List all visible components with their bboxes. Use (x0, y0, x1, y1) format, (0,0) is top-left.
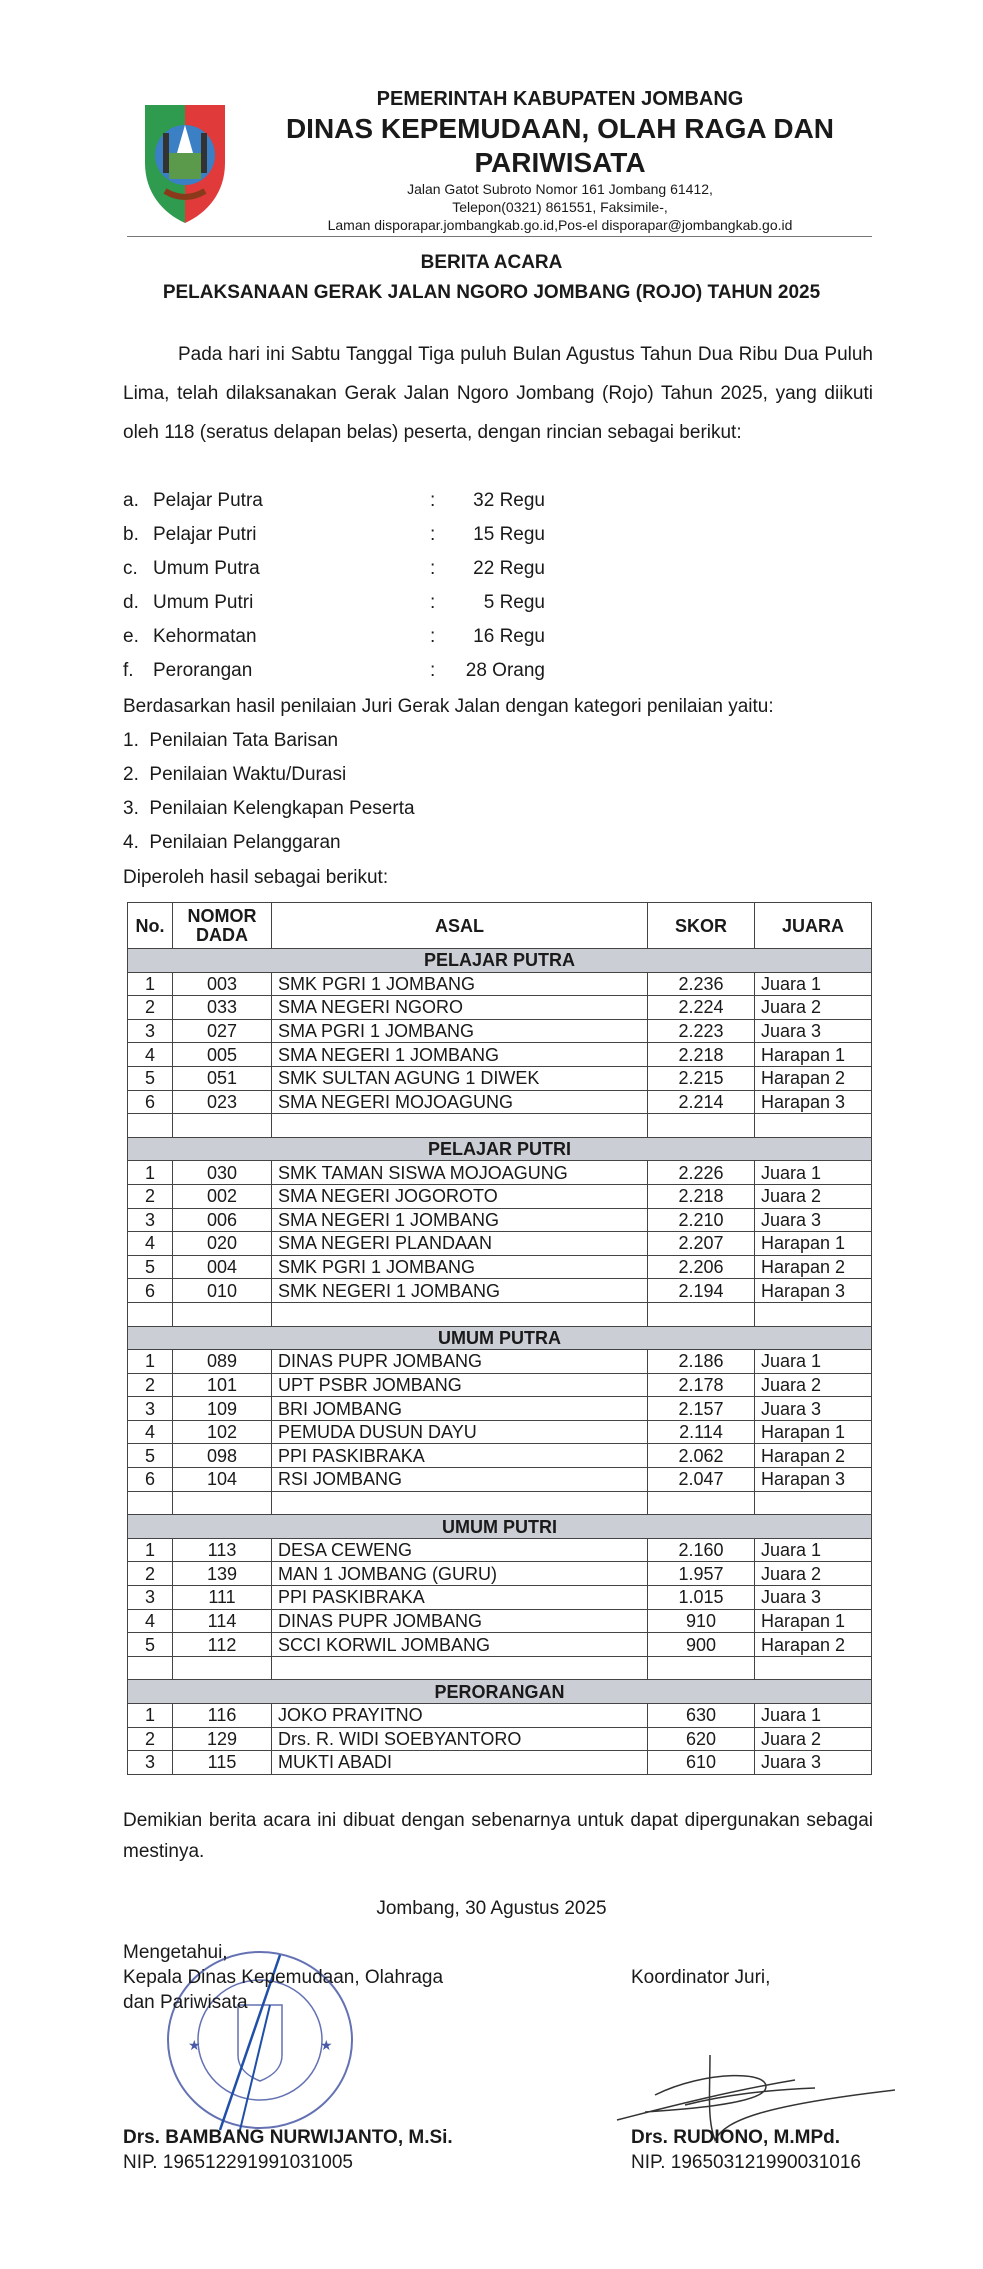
cell-juara: Harapan 2 (755, 1633, 872, 1657)
cell-juara: Juara 2 (755, 1373, 872, 1397)
table-row (128, 1043, 872, 1067)
table-header-row (128, 903, 872, 949)
cell-no: 3 (128, 1751, 173, 1775)
cell-skor: 2.114 (648, 1420, 755, 1444)
cell-asal: SMA PGRI 1 JOMBANG (272, 1019, 648, 1043)
table-row (128, 1208, 872, 1232)
right-signatory-name: Drs. RUDIONO, M.MPd. (631, 2127, 841, 2148)
col-header-no: No. (128, 903, 173, 949)
cell-asal: SMK PGRI 1 JOMBANG (272, 972, 648, 996)
left-signatory-name: Drs. BAMBANG NURWIJANTO, M.Si. (123, 2127, 453, 2148)
cell-no: 1 (128, 1350, 173, 1374)
cell-asal: PEMUDA DUSUN DAYU (272, 1420, 648, 1444)
cell-asal: SCCI KORWIL JOMBANG (272, 1633, 648, 1657)
table-row (128, 1468, 872, 1492)
cell-juara: Juara 2 (755, 1184, 872, 1208)
cell-skor: 2.062 (648, 1444, 755, 1468)
cell-nomor-dada: 010 (173, 1279, 272, 1303)
cell-nomor-dada: 102 (173, 1420, 272, 1444)
cell-skor: 1.957 (648, 1562, 755, 1586)
cell-skor: 2.157 (648, 1397, 755, 1421)
cell-no: 4 (128, 1420, 173, 1444)
blank-row (128, 1302, 872, 1326)
cell-no: 5 (128, 1066, 173, 1090)
cell-asal: PPI PASKIBRAKA (272, 1586, 648, 1610)
table-row (128, 1090, 872, 1114)
table-row (128, 1727, 872, 1751)
cell-no: 2 (128, 1727, 173, 1751)
cell-nomor-dada: 101 (173, 1373, 272, 1397)
cell-skor: 2.047 (648, 1468, 755, 1492)
cell-no: 4 (128, 1609, 173, 1633)
left-signatory (123, 1940, 443, 2015)
agency-name-line2: PARIWISATA (474, 147, 646, 178)
cell-asal: Drs. R. WIDI SOEBYANTORO (272, 1727, 648, 1751)
left-signatory-nip: NIP. 196512291991031005 (123, 2152, 353, 2173)
cell-asal: MAN 1 JOMBANG (GURU) (272, 1562, 648, 1586)
place-date: Jombang, 30 Agustus 2025 (376, 1898, 607, 1919)
cell-skor: 2.160 (648, 1538, 755, 1562)
coat-of-arms-logo (143, 103, 227, 225)
table-row (128, 1704, 872, 1728)
participant-item (123, 558, 683, 592)
cell-no: 2 (128, 1562, 173, 1586)
cell-no: 1 (128, 1538, 173, 1562)
cell-no: 1 (128, 1704, 173, 1728)
cell-juara: Juara 1 (755, 972, 872, 996)
cell-skor: 620 (648, 1727, 755, 1751)
left-signatory-name-block (123, 2125, 453, 2175)
cell-juara: Harapan 2 (755, 1255, 872, 1279)
section-header-row (128, 1137, 872, 1161)
cell-nomor-dada: 004 (173, 1255, 272, 1279)
cell-juara: Juara 3 (755, 1019, 872, 1043)
cell-asal: DESA CEWENG (272, 1538, 648, 1562)
cell-no: 1 (128, 1161, 173, 1185)
col-header-skor: SKOR (648, 903, 755, 949)
table-row (128, 1019, 872, 1043)
item-key: a. (123, 490, 139, 511)
cell-juara: Juara 3 (755, 1208, 872, 1232)
section-header-row (128, 949, 872, 973)
cell-skor: 2.207 (648, 1232, 755, 1256)
svg-text:★: ★ (320, 2037, 333, 2053)
document-subtitle: PELAKSANAAN GERAK JALAN NGORO JOMBANG (ROJO) TAHUN 2025 (162, 282, 821, 303)
item-colon: : (430, 558, 436, 579)
header-divider (127, 236, 872, 237)
cell-juara: Harapan 1 (755, 1043, 872, 1067)
blank-row (128, 1491, 872, 1515)
section-title: PELAJAR PUTRA (128, 949, 872, 973)
cell-nomor-dada: 020 (173, 1232, 272, 1256)
cell-nomor-dada: 114 (173, 1609, 272, 1633)
cell-no: 3 (128, 1208, 173, 1232)
cell-nomor-dada: 030 (173, 1161, 272, 1185)
table-row (128, 1609, 872, 1633)
criteria-item: 4. Penilaian Pelanggaran (123, 832, 341, 853)
cell-nomor-dada: 113 (173, 1538, 272, 1562)
cell-nomor-dada: 129 (173, 1727, 272, 1751)
right-position: Koordinator Juri, (631, 1967, 771, 1988)
item-key: b. (123, 524, 139, 545)
cell-skor: 2.186 (648, 1350, 755, 1374)
cell-skor: 2.218 (648, 1043, 755, 1067)
item-label: Perorangan (153, 660, 253, 681)
cell-nomor-dada: 006 (173, 1208, 272, 1232)
table-row (128, 1444, 872, 1468)
cell-asal: BRI JOMBANG (272, 1397, 648, 1421)
item-colon: : (430, 490, 436, 511)
participant-item (123, 592, 683, 626)
cell-nomor-dada: 104 (173, 1468, 272, 1492)
cell-skor: 2.236 (648, 972, 755, 996)
cell-skor: 2.218 (648, 1184, 755, 1208)
cell-asal: DINAS PUPR JOMBANG (272, 1350, 648, 1374)
cell-juara: Juara 1 (755, 1161, 872, 1185)
col-header-juara: JUARA (755, 903, 872, 949)
cell-nomor-dada: 023 (173, 1090, 272, 1114)
cell-asal: SMA NEGERI MOJOAGUNG (272, 1090, 648, 1114)
cell-no: 4 (128, 1232, 173, 1256)
table-row (128, 1751, 872, 1775)
cell-no: 6 (128, 1279, 173, 1303)
item-label: Umum Putra (153, 558, 260, 579)
cell-skor: 2.224 (648, 996, 755, 1020)
col-header-asal: ASAL (272, 903, 648, 949)
cell-no: 6 (128, 1468, 173, 1492)
cell-no: 5 (128, 1255, 173, 1279)
item-label: Umum Putri (153, 592, 254, 613)
participant-item (123, 660, 683, 694)
participant-item (123, 524, 683, 558)
cell-asal: SMK SULTAN AGUNG 1 DIWEK (272, 1066, 648, 1090)
left-position-line2: dan Pariwisata (123, 1992, 248, 2013)
item-value: 32 Regu (473, 490, 545, 511)
cell-nomor-dada: 089 (173, 1350, 272, 1374)
item-label: Kehormatan (153, 626, 257, 647)
item-value: 15 Regu (473, 524, 545, 545)
cell-nomor-dada: 051 (173, 1066, 272, 1090)
cell-nomor-dada: 109 (173, 1397, 272, 1421)
blank-row (128, 1114, 872, 1138)
cell-juara: Juara 2 (755, 996, 872, 1020)
criteria-intro: Berdasarkan hasil penilaian Juri Gerak Jalan dengan kategori penilaian yaitu: (123, 696, 774, 717)
right-signatory-name-block (631, 2125, 861, 2175)
cell-asal: MUKTI ABADI (272, 1751, 648, 1775)
cell-skor: 2.214 (648, 1090, 755, 1114)
table-row (128, 1397, 872, 1421)
cell-asal: SMK NEGERI 1 JOMBANG (272, 1279, 648, 1303)
cell-juara: Juara 3 (755, 1751, 872, 1775)
cell-asal: SMA NEGERI 1 JOMBANG (272, 1208, 648, 1232)
cell-juara: Harapan 2 (755, 1444, 872, 1468)
cell-nomor-dada: 116 (173, 1704, 272, 1728)
cell-nomor-dada: 112 (173, 1633, 272, 1657)
results-intro: Diperoleh hasil sebagai berikut: (123, 867, 389, 888)
cell-nomor-dada: 111 (173, 1586, 272, 1610)
item-colon: : (430, 626, 436, 647)
section-title: PELAJAR PUTRI (128, 1137, 872, 1161)
left-position-line1: Kepala Dinas Kepemudaan, Olahraga (123, 1967, 444, 1988)
section-header-row (128, 1515, 872, 1539)
cell-asal: SMA NEGERI 1 JOMBANG (272, 1043, 648, 1067)
cell-no: 6 (128, 1090, 173, 1114)
table-row (128, 1586, 872, 1610)
cell-juara: Harapan 3 (755, 1468, 872, 1492)
cell-skor: 900 (648, 1633, 755, 1657)
section-title: UMUM PUTRA (128, 1326, 872, 1350)
acknowledged-label: Mengetahui, (123, 1942, 228, 1963)
intro-paragraph: Pada hari ini Sabtu Tanggal Tiga puluh Bulan Agustus Tahun Dua Ribu Dua Puluh Lima, telah dilaksanakan Gerak Jalan Ngoro Jombang (Rojo) Tahun 2025, yang diikuti oleh 118 (seratus delapan belas) peserta, dengan rincian sebagai berikut: (123, 344, 873, 443)
cell-skor: 2.226 (648, 1161, 755, 1185)
item-colon: : (430, 592, 436, 613)
section-title: UMUM PUTRI (128, 1515, 872, 1539)
cell-nomor-dada: 027 (173, 1019, 272, 1043)
cell-juara: Juara 1 (755, 1350, 872, 1374)
closing-paragraph: Demikian berita acara ini dibuat dengan sebenarnya untuk dapat dipergunakan sebagai mestinya. (123, 1810, 873, 1862)
cell-skor: 2.210 (648, 1208, 755, 1232)
cell-nomor-dada: 002 (173, 1184, 272, 1208)
cell-asal: SMA NEGERI NGORO (272, 996, 648, 1020)
cell-skor: 610 (648, 1751, 755, 1775)
cell-juara: Juara 1 (755, 1704, 872, 1728)
cell-nomor-dada: 115 (173, 1751, 272, 1775)
cell-juara: Harapan 1 (755, 1609, 872, 1633)
cell-asal: UPT PSBR JOMBANG (272, 1373, 648, 1397)
table-row (128, 1279, 872, 1303)
blank-row (128, 1656, 872, 1680)
cell-skor: 910 (648, 1609, 755, 1633)
cell-no: 5 (128, 1444, 173, 1468)
table-row (128, 1232, 872, 1256)
item-value: 5 Regu (483, 592, 545, 613)
cell-asal: RSI JOMBANG (272, 1468, 648, 1492)
criteria-item: 1. Penilaian Tata Barisan (123, 730, 339, 751)
cell-no: 3 (128, 1397, 173, 1421)
cell-juara: Juara 2 (755, 1562, 872, 1586)
item-value: 28 Orang (465, 660, 545, 681)
agency-name-line1: DINAS KEPEMUDAAN, OLAH RAGA DAN (285, 113, 835, 144)
cell-nomor-dada: 003 (173, 972, 272, 996)
phone-line: Telepon(0321) 861551, Faksimile-, (452, 199, 668, 215)
cell-skor: 2.223 (648, 1019, 755, 1043)
item-key: e. (123, 626, 139, 647)
cell-juara: Juara 2 (755, 1727, 872, 1751)
cell-juara: Harapan 2 (755, 1066, 872, 1090)
cell-skor: 630 (648, 1704, 755, 1728)
item-colon: : (430, 524, 436, 545)
cell-no: 3 (128, 1586, 173, 1610)
item-key: f. (123, 660, 134, 681)
table-row (128, 1538, 872, 1562)
item-value: 16 Regu (473, 626, 545, 647)
table-row (128, 1350, 872, 1374)
cell-no: 2 (128, 1184, 173, 1208)
table-row (128, 1184, 872, 1208)
item-key: c. (123, 558, 138, 579)
item-key: d. (123, 592, 139, 613)
cell-juara: Harapan 3 (755, 1090, 872, 1114)
cell-asal: SMK PGRI 1 JOMBANG (272, 1255, 648, 1279)
cell-skor: 2.206 (648, 1255, 755, 1279)
results-table (127, 902, 872, 1775)
cell-juara: Juara 3 (755, 1586, 872, 1610)
cell-juara: Harapan 3 (755, 1279, 872, 1303)
participant-item (123, 626, 683, 660)
participant-item (123, 490, 683, 524)
cell-asal: JOKO PRAYITNO (272, 1704, 648, 1728)
cell-no: 2 (128, 1373, 173, 1397)
government-name: PEMERINTAH KABUPATEN JOMBANG (376, 88, 744, 110)
cell-nomor-dada: 098 (173, 1444, 272, 1468)
table-row (128, 1066, 872, 1090)
cell-asal: SMA NEGERI PLANDAAN (272, 1232, 648, 1256)
cell-juara: Harapan 1 (755, 1420, 872, 1444)
cell-no: 4 (128, 1043, 173, 1067)
right-signatory-nip: NIP. 196503121990031016 (631, 2152, 861, 2173)
svg-text:★: ★ (188, 2037, 201, 2053)
cell-asal: DINAS PUPR JOMBANG (272, 1609, 648, 1633)
section-header-row (128, 1326, 872, 1350)
table-row (128, 1255, 872, 1279)
table-row (128, 1161, 872, 1185)
cell-no: 2 (128, 996, 173, 1020)
address-line: Jalan Gatot Subroto Nomor 161 Jombang 61412, (407, 181, 713, 197)
criteria-item: 2. Penilaian Waktu/Durasi (123, 764, 347, 785)
section-header-row (128, 1680, 872, 1704)
cell-no: 5 (128, 1633, 173, 1657)
agency-name (250, 112, 870, 234)
cell-nomor-dada: 005 (173, 1043, 272, 1067)
item-value: 22 Regu (473, 558, 545, 579)
cell-juara: Harapan 1 (755, 1232, 872, 1256)
cell-skor: 1.015 (648, 1586, 755, 1610)
table-row (128, 1420, 872, 1444)
item-colon: : (430, 660, 436, 681)
cell-skor: 2.178 (648, 1373, 755, 1397)
cell-nomor-dada: 139 (173, 1562, 272, 1586)
cell-no: 1 (128, 972, 173, 996)
table-row (128, 1373, 872, 1397)
cell-asal: SMK TAMAN SISWA MOJOAGUNG (272, 1161, 648, 1185)
cell-juara: Juara 1 (755, 1538, 872, 1562)
table-row (128, 972, 872, 996)
cell-no: 3 (128, 1019, 173, 1043)
document-title: BERITA ACARA (420, 252, 563, 273)
cell-juara: Juara 3 (755, 1397, 872, 1421)
criteria-item: 3. Penilaian Kelengkapan Peserta (123, 798, 415, 819)
item-label: Pelajar Putri (153, 524, 257, 545)
web-email-line: Laman disporapar.jombangkab.go.id,Pos-el disporapar@jombangkab.go.id (327, 217, 793, 233)
cell-skor: 2.215 (648, 1066, 755, 1090)
col-header-nomor-dada: NOMOR DADA (173, 903, 272, 949)
table-row (128, 996, 872, 1020)
cell-asal: PPI PASKIBRAKA (272, 1444, 648, 1468)
cell-skor: 2.194 (648, 1279, 755, 1303)
section-title: PERORANGAN (128, 1680, 872, 1704)
item-label: Pelajar Putra (153, 490, 263, 511)
table-row (128, 1562, 872, 1586)
cell-asal: SMA NEGERI JOGOROTO (272, 1184, 648, 1208)
table-row (128, 1633, 872, 1657)
cell-nomor-dada: 033 (173, 996, 272, 1020)
